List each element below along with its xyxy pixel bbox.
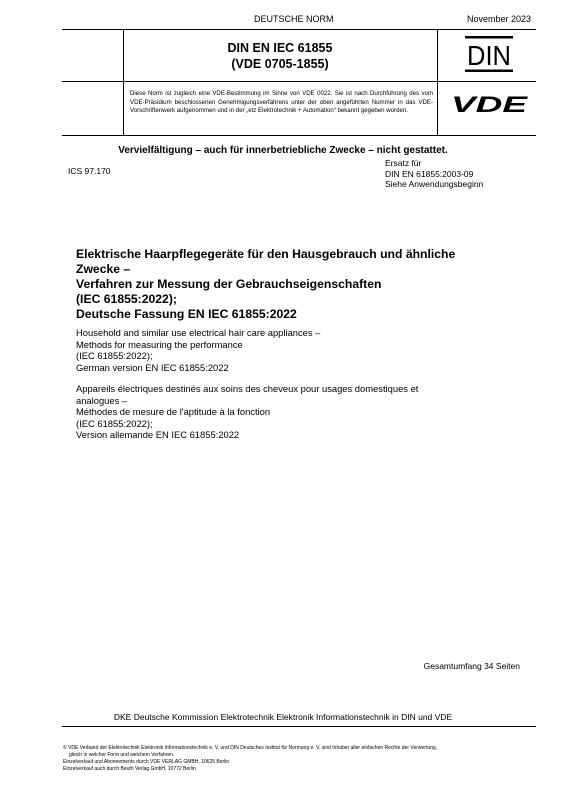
title-german-line: (IEC 61855:2022); <box>76 292 177 306</box>
publication-date: November 2023 <box>467 14 532 24</box>
dke-publisher-line: DKE Deutsche Kommission Elektrotechnik Elektronik Informationstechnik in DIN und VDE <box>113 712 453 722</box>
total-pages: Gesamtumfang 34 Seiten <box>423 661 520 671</box>
sales-info-line: Einzelverkauf auch durch Beuth Verlag GmbH, 10772 Berlin <box>63 765 196 772</box>
copyright-footer <box>63 745 533 773</box>
title-french-line: (IEC 61855:2022); <box>76 417 153 429</box>
title-french-line: Version allemande EN IEC 61855:2022 <box>76 429 240 441</box>
din-logo-text: DIN <box>467 40 511 71</box>
header-box-bottom-border <box>62 135 536 136</box>
title-french-line: Appareils électriques destinés aux soins des cheveux pour usages domestiques et <box>76 383 419 394</box>
title-german-line: Verfahren zur Messung der Gebrauchseigenschaften <box>76 277 382 291</box>
sales-info-line: Einzelverkauf und Abonnements durch VDE VERLAG GMBH, 10625 Berlin <box>63 758 230 765</box>
title-french-line: Méthodes de mesure de l'aptitude à la fonction <box>76 406 271 418</box>
title-french <box>76 383 516 441</box>
title-english-line: Methods for measuring the performance <box>76 338 243 350</box>
vde-notice-paragraph: Diese Norm ist zugleich eine VDE-Bestimmung im Sinne von VDE 0022. Sie ist nach Durchführung des vom VDE-Präsidium beschlossenen Genehmigungsverfahrens unter der oben angeführten Nummer in das VDE-Vorschriftenwerk aufgenommen und in der „etz Elektrotechnik + Automation“ bekannt gegeben worden. <box>130 90 433 115</box>
application-start-note: Siehe Anwendungsbeginn <box>385 179 484 189</box>
standard-number-block <box>123 40 437 72</box>
title-german <box>76 247 506 322</box>
title-english-line: Household and similar use electrical hair care appliances – <box>76 327 321 338</box>
vde-logo-text: VDE <box>451 92 530 116</box>
title-english-line: (IEC 61855:2022); <box>76 350 153 362</box>
title-english-line: German version EN IEC 61855:2022 <box>76 361 229 373</box>
replaced-standard: DIN EN 61855:2003-09 <box>385 168 474 179</box>
reproduction-notice: Vervielfältigung – auch für innerbetriebliche Zwecke – nicht gestattet. <box>118 145 448 156</box>
header-box-middle-border <box>62 81 536 82</box>
copyright-line: © VDE Verband der Elektrotechnik Elektronik Informationstechnik e. V. und DIN Deutsches Institut für Normung e. V. sind Inhaber aller einfachen Rechte der Verwertung, <box>63 745 438 751</box>
header-box-right-divider <box>437 29 438 135</box>
title-german-line: Zwecke – <box>76 262 131 276</box>
replacement-info <box>385 158 483 190</box>
title-german-line: Elektrische Haarpflegegeräte für den Hausgebrauch und ähnliche <box>76 247 456 261</box>
header-box-top-border <box>62 29 536 30</box>
title-english <box>76 327 506 373</box>
footer-divider <box>62 726 536 727</box>
vde-logo <box>448 92 530 116</box>
document-type-label: DEUTSCHE NORM <box>254 14 334 24</box>
title-german-line: Deutsche Fassung EN IEC 61855:2022 <box>76 307 297 321</box>
standard-number: DIN EN IEC 61855 <box>227 41 333 55</box>
title-french-line: analogues – <box>76 394 128 406</box>
din-logo <box>449 34 529 74</box>
replaces-label: Ersatz für <box>385 158 422 168</box>
vde-classification-number: (VDE 0705-1855) <box>231 57 329 71</box>
copyright-line: gleich in welcher Form und welchem Verfahren. <box>69 751 175 758</box>
ics-code: ICS 97.170 <box>68 166 111 176</box>
